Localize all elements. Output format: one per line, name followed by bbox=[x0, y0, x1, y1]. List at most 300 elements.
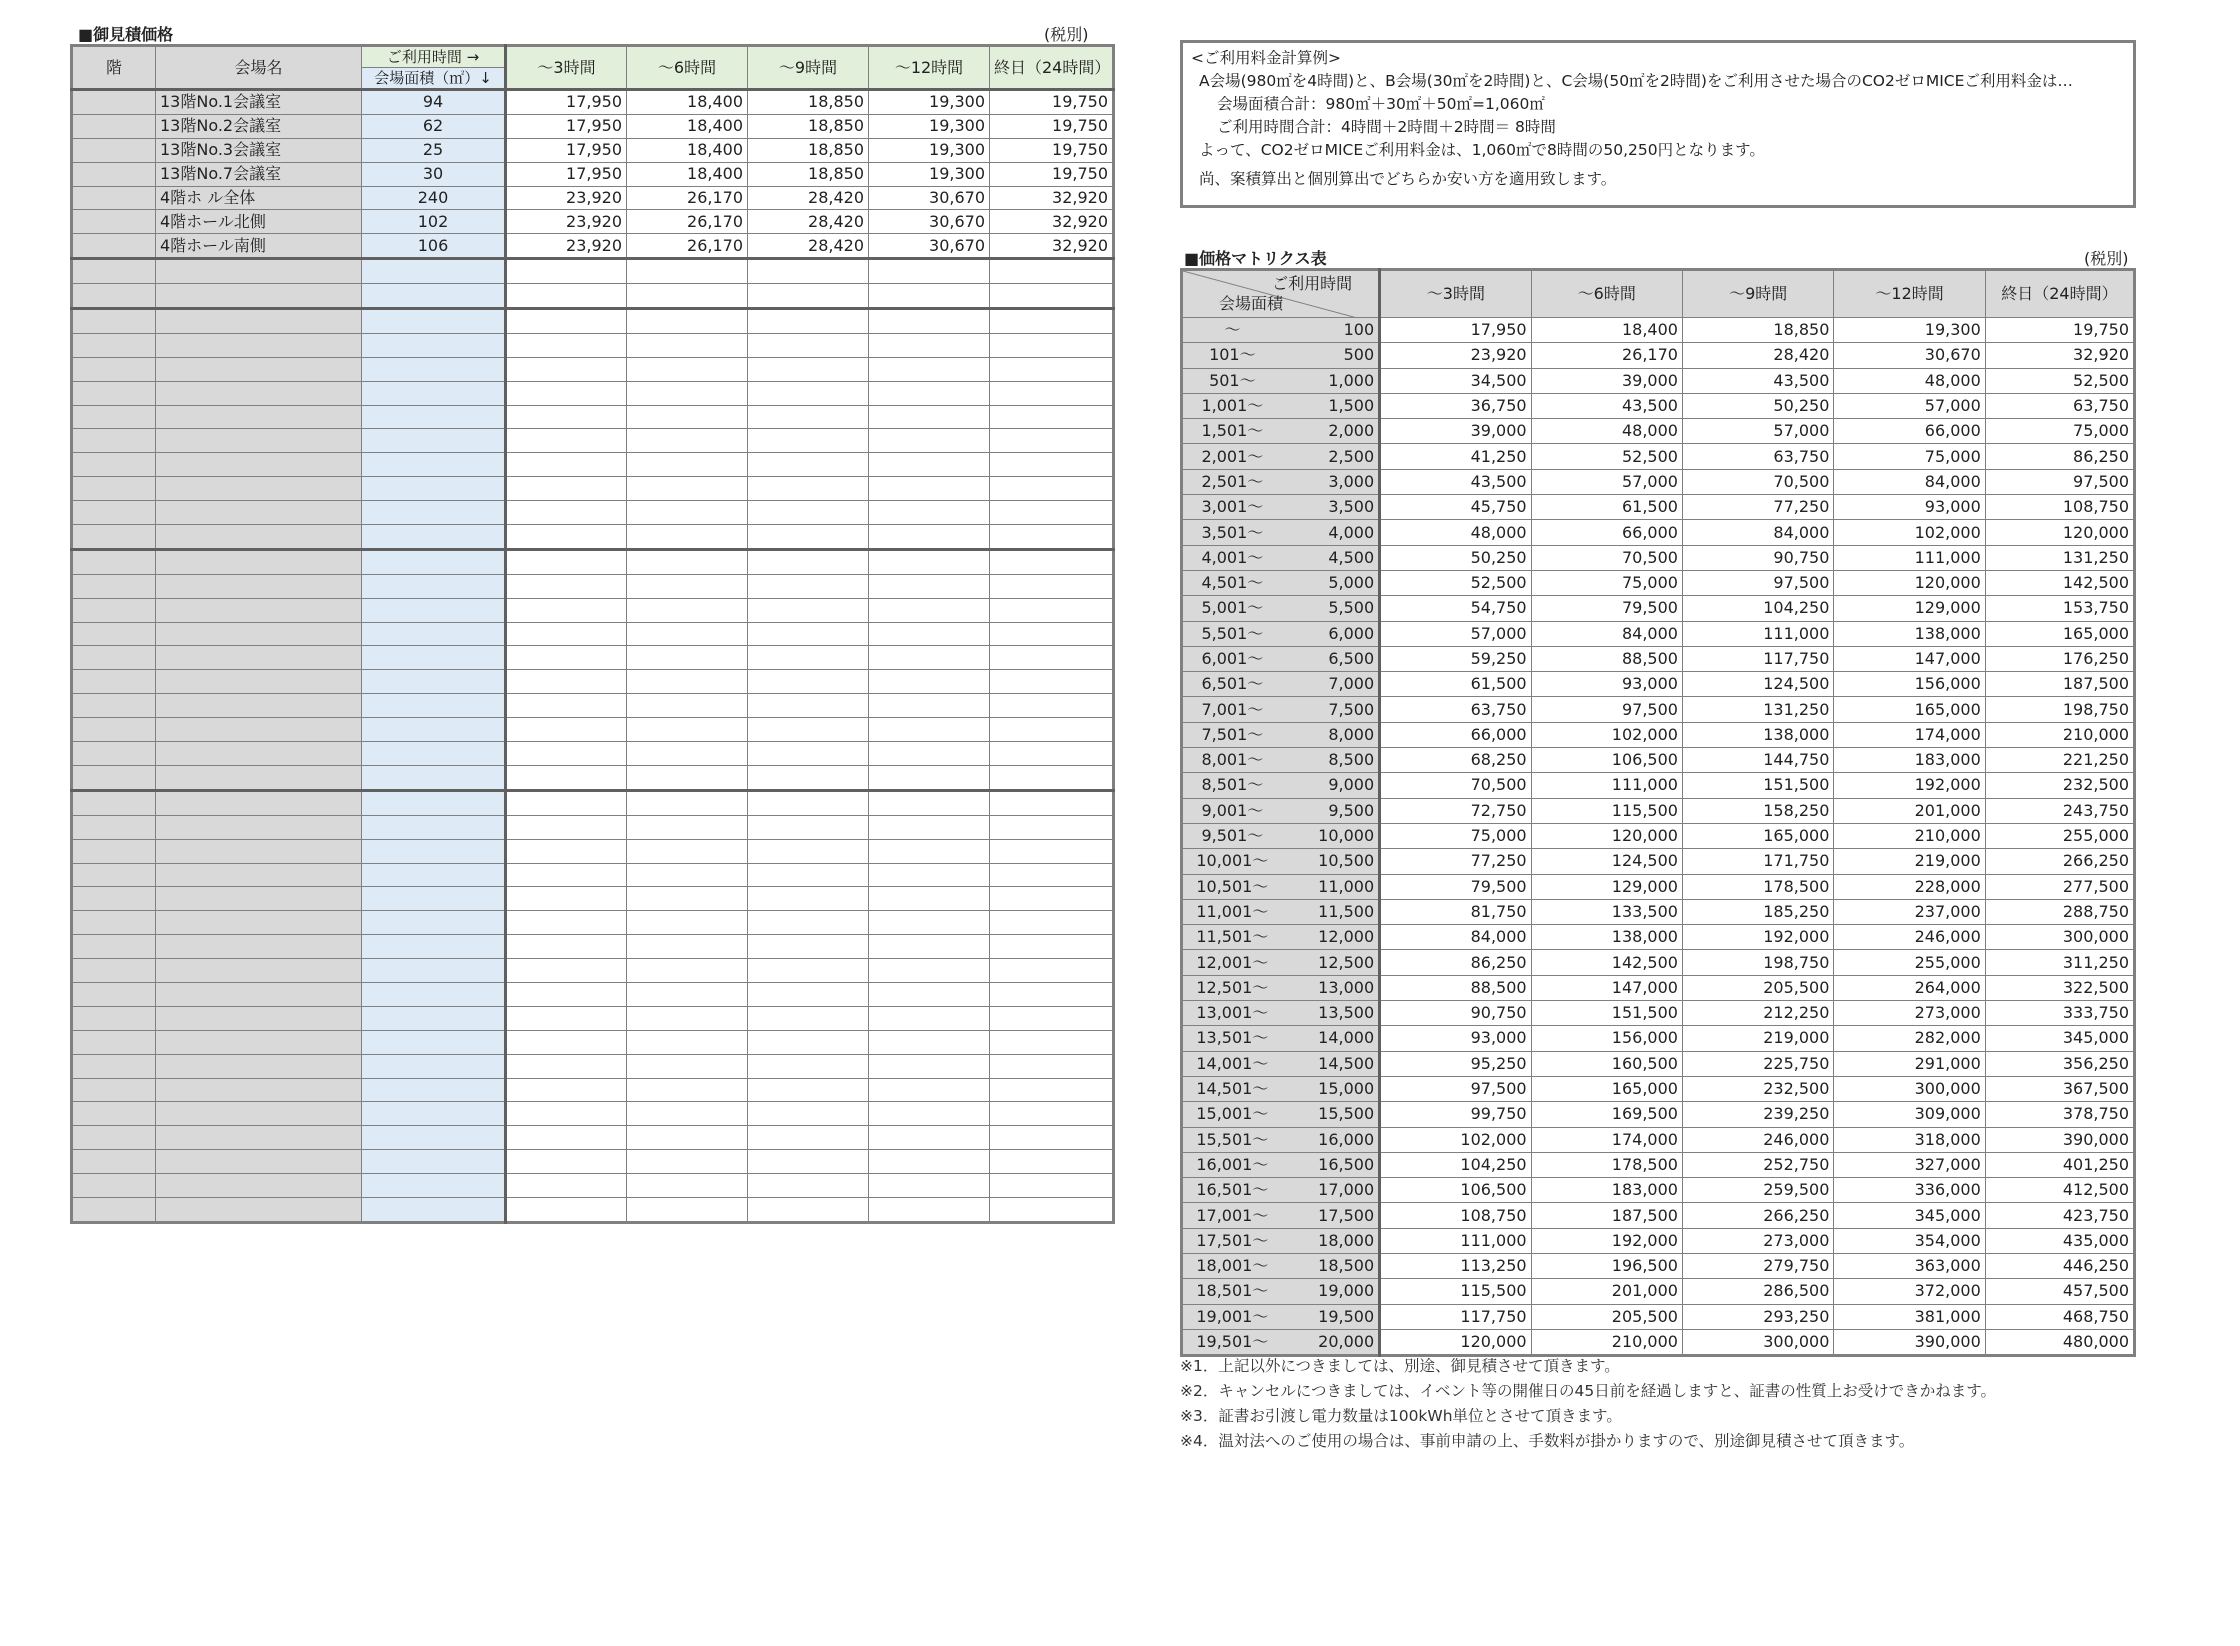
price-3h-cell bbox=[506, 1078, 627, 1102]
price-allday-cell bbox=[990, 574, 1114, 598]
matrix-price-cell: 363,000 bbox=[1834, 1253, 1985, 1278]
price-allday-cell bbox=[990, 1174, 1114, 1198]
price-6h-cell: 18,400 bbox=[627, 90, 748, 115]
price-3h-cell bbox=[506, 982, 627, 1006]
price-allday-cell bbox=[990, 357, 1114, 381]
area-from-cell: 18,001～ bbox=[1182, 1253, 1282, 1278]
price-12h-cell bbox=[869, 959, 990, 983]
quote-row bbox=[72, 765, 1114, 790]
matrix-price-cell: 378,750 bbox=[1985, 1102, 2134, 1127]
venue-area-cell bbox=[362, 1197, 506, 1222]
area-to-cell: 10,000 bbox=[1282, 823, 1380, 848]
venue-area-cell bbox=[362, 429, 506, 453]
matrix-price-cell: 246,000 bbox=[1834, 925, 1985, 950]
area-to-cell: 13,000 bbox=[1282, 975, 1380, 1000]
quote-row bbox=[72, 284, 1114, 309]
matrix-price-cell: 138,000 bbox=[1531, 925, 1682, 950]
price-6h-cell bbox=[627, 1078, 748, 1102]
area-to-cell: 8,000 bbox=[1282, 722, 1380, 747]
matrix-price-cell: 66,000 bbox=[1531, 520, 1682, 545]
price-9h-cell: 18,850 bbox=[748, 114, 869, 138]
floor-cell bbox=[72, 1126, 156, 1150]
area-from-cell: 6,001～ bbox=[1182, 646, 1282, 671]
matrix-price-cell: 165,000 bbox=[1985, 621, 2134, 646]
matrix-price-cell: 300,000 bbox=[1985, 925, 2134, 950]
header-venue-area: 会場面積（㎡）↓ bbox=[362, 68, 506, 90]
price-6h-cell bbox=[627, 1102, 748, 1126]
matrix-row bbox=[1182, 621, 2135, 646]
matrix-price-cell: 115,500 bbox=[1531, 798, 1682, 823]
matrix-price-cell: 232,500 bbox=[1985, 773, 2134, 798]
venue-name-cell bbox=[156, 598, 362, 622]
matrix-price-cell: 32,920 bbox=[1985, 343, 2134, 368]
area-to-cell: 10,500 bbox=[1282, 849, 1380, 874]
price-6h-cell bbox=[627, 429, 748, 453]
area-from-cell: 7,501～ bbox=[1182, 722, 1282, 747]
quote-title: ■御見積価格 bbox=[78, 25, 174, 44]
area-to-cell: 9,500 bbox=[1282, 798, 1380, 823]
matrix-price-cell: 142,500 bbox=[1531, 950, 1682, 975]
price-12h-cell bbox=[869, 765, 990, 790]
price-3h-cell: 17,950 bbox=[506, 114, 627, 138]
venue-area-cell bbox=[362, 646, 506, 670]
venue-name-cell: 13階No.3会議室 bbox=[156, 138, 362, 162]
matrix-row bbox=[1182, 318, 2135, 343]
floor-cell bbox=[72, 234, 156, 259]
price-12h-cell: 19,300 bbox=[869, 162, 990, 186]
area-from-cell: 14,501～ bbox=[1182, 1076, 1282, 1101]
matrix-price-cell: 19,300 bbox=[1834, 318, 1985, 343]
price-allday-cell bbox=[990, 284, 1114, 309]
matrix-price-cell: 97,500 bbox=[1682, 570, 1833, 595]
floor-cell bbox=[72, 525, 156, 550]
matrix-row bbox=[1182, 798, 2135, 823]
venue-area-cell bbox=[362, 982, 506, 1006]
venue-area-cell bbox=[362, 694, 506, 718]
price-9h-cell bbox=[748, 1126, 869, 1150]
price-allday-cell bbox=[990, 429, 1114, 453]
price-9h-cell bbox=[748, 694, 869, 718]
venue-area-cell bbox=[362, 333, 506, 357]
matrix-row bbox=[1182, 899, 2135, 924]
matrix-price-cell: 288,750 bbox=[1985, 899, 2134, 924]
price-12h-cell bbox=[869, 1126, 990, 1150]
price-3h-cell bbox=[506, 694, 627, 718]
matrix-price-cell: 70,500 bbox=[1682, 469, 1833, 494]
matrix-price-cell: 300,000 bbox=[1834, 1076, 1985, 1101]
price-allday-cell bbox=[990, 982, 1114, 1006]
price-12h-cell bbox=[869, 1030, 990, 1054]
price-9h-cell bbox=[748, 357, 869, 381]
price-6h-cell: 26,170 bbox=[627, 186, 748, 210]
venue-area-cell: 106 bbox=[362, 234, 506, 259]
matrix-price-cell: 219,000 bbox=[1834, 849, 1985, 874]
price-6h-cell bbox=[627, 574, 748, 598]
price-3h-cell: 23,920 bbox=[506, 210, 627, 234]
matrix-price-cell: 178,500 bbox=[1682, 874, 1833, 899]
floor-cell bbox=[72, 959, 156, 983]
area-from-cell: 8,501～ bbox=[1182, 773, 1282, 798]
matrix-price-cell: 390,000 bbox=[1834, 1329, 1985, 1355]
floor-cell bbox=[72, 1197, 156, 1222]
matrix-price-cell: 84,000 bbox=[1834, 469, 1985, 494]
matrix-row bbox=[1182, 469, 2135, 494]
quote-row bbox=[72, 1126, 1114, 1150]
matrix-price-cell: 480,000 bbox=[1985, 1329, 2134, 1355]
matrix-price-cell: 300,000 bbox=[1682, 1329, 1833, 1355]
matrix-price-cell: 259,500 bbox=[1682, 1178, 1833, 1203]
area-from-cell: 16,001～ bbox=[1182, 1152, 1282, 1177]
quote-row bbox=[72, 259, 1114, 284]
area-from-cell: 18,501～ bbox=[1182, 1279, 1282, 1304]
quote-row bbox=[72, 887, 1114, 911]
area-from-cell: 2,001～ bbox=[1182, 444, 1282, 469]
price-allday-cell bbox=[990, 959, 1114, 983]
matrix-price-cell: 356,250 bbox=[1985, 1051, 2134, 1076]
matrix-price-cell: 381,000 bbox=[1834, 1304, 1985, 1329]
price-9h-cell bbox=[748, 1006, 869, 1030]
price-allday-cell bbox=[990, 1102, 1114, 1126]
quote-row bbox=[72, 742, 1114, 766]
venue-name-cell bbox=[156, 790, 362, 815]
floor-cell bbox=[72, 357, 156, 381]
venue-name-cell bbox=[156, 982, 362, 1006]
matrix-price-cell: 333,750 bbox=[1985, 1001, 2134, 1026]
quote-row bbox=[72, 138, 1114, 162]
matrix-row bbox=[1182, 1279, 2135, 1304]
area-from-cell: 1,501～ bbox=[1182, 419, 1282, 444]
price-3h-cell bbox=[506, 1197, 627, 1222]
price-allday-cell bbox=[990, 839, 1114, 863]
floor-cell bbox=[72, 863, 156, 887]
matrix-price-cell: 192,000 bbox=[1834, 773, 1985, 798]
price-12h-cell: 30,670 bbox=[869, 186, 990, 210]
matrix-price-cell: 93,000 bbox=[1531, 672, 1682, 697]
matrix-price-cell: 63,750 bbox=[1380, 697, 1531, 722]
price-12h-cell bbox=[869, 598, 990, 622]
price-12h-cell bbox=[869, 742, 990, 766]
matrix-row bbox=[1182, 444, 2135, 469]
matrix-price-cell: 120,000 bbox=[1380, 1329, 1531, 1355]
quote-row bbox=[72, 622, 1114, 646]
example-line: ご利用時間合計：4時間＋2時間＋2時間＝ 8時間 bbox=[1217, 118, 1556, 136]
quote-row bbox=[72, 670, 1114, 694]
price-9h-cell bbox=[748, 1054, 869, 1078]
venue-name-cell: 13階No.1会議室 bbox=[156, 90, 362, 115]
quote-row bbox=[72, 162, 1114, 186]
quote-row bbox=[72, 429, 1114, 453]
matrix-row bbox=[1182, 1152, 2135, 1177]
matrix-row bbox=[1182, 419, 2135, 444]
quote-row bbox=[72, 1197, 1114, 1222]
matrix-row bbox=[1182, 1001, 2135, 1026]
price-12h-cell bbox=[869, 477, 990, 501]
venue-name-cell bbox=[156, 670, 362, 694]
price-6h-cell bbox=[627, 1174, 748, 1198]
matrix-price-cell: 210,000 bbox=[1985, 722, 2134, 747]
matrix-price-cell: 225,750 bbox=[1682, 1051, 1833, 1076]
area-from-cell: 101～ bbox=[1182, 343, 1282, 368]
price-12h-cell bbox=[869, 935, 990, 959]
matrix-price-cell: 219,000 bbox=[1682, 1026, 1833, 1051]
price-9h-cell: 28,420 bbox=[748, 186, 869, 210]
area-to-cell: 18,000 bbox=[1282, 1228, 1380, 1253]
matrix-row bbox=[1182, 393, 2135, 418]
price-12h-cell: 19,300 bbox=[869, 90, 990, 115]
venue-name-cell bbox=[156, 357, 362, 381]
matrix-price-cell: 52,500 bbox=[1531, 444, 1682, 469]
price-9h-cell bbox=[748, 333, 869, 357]
matrix-price-cell: 75,000 bbox=[1531, 570, 1682, 595]
price-12h-cell bbox=[869, 381, 990, 405]
floor-cell bbox=[72, 670, 156, 694]
area-to-cell: 16,000 bbox=[1282, 1127, 1380, 1152]
venue-area-cell bbox=[362, 887, 506, 911]
price-9h-cell bbox=[748, 765, 869, 790]
matrix-price-cell: 84,000 bbox=[1531, 621, 1682, 646]
price-9h-cell bbox=[748, 525, 869, 550]
header-6h: ～6時間 bbox=[627, 46, 748, 90]
matrix-price-cell: 84,000 bbox=[1380, 925, 1531, 950]
matrix-price-cell: 86,250 bbox=[1380, 950, 1531, 975]
matrix-price-cell: 79,500 bbox=[1380, 874, 1531, 899]
matrix-price-cell: 345,000 bbox=[1834, 1203, 1985, 1228]
area-to-cell: 4,000 bbox=[1282, 520, 1380, 545]
matrix-price-cell: 48,000 bbox=[1380, 520, 1531, 545]
matrix-price-cell: 88,500 bbox=[1531, 646, 1682, 671]
venue-name-cell bbox=[156, 284, 362, 309]
venue-name-cell: 4階ホ ル全体 bbox=[156, 186, 362, 210]
price-3h-cell: 23,920 bbox=[506, 234, 627, 259]
price-12h-cell bbox=[869, 259, 990, 284]
price-allday-cell bbox=[990, 694, 1114, 718]
area-from-cell: 17,001～ bbox=[1182, 1203, 1282, 1228]
venue-area-cell bbox=[362, 863, 506, 887]
matrix-price-cell: 183,000 bbox=[1531, 1178, 1682, 1203]
price-12h-cell bbox=[869, 574, 990, 598]
matrix-price-cell: 255,000 bbox=[1834, 950, 1985, 975]
quote-row bbox=[72, 694, 1114, 718]
price-3h-cell: 17,950 bbox=[506, 162, 627, 186]
price-3h-cell bbox=[506, 501, 627, 525]
matrix-price-cell: 66,000 bbox=[1834, 419, 1985, 444]
matrix-header-12h: ～12時間 bbox=[1834, 270, 1985, 318]
price-6h-cell bbox=[627, 1030, 748, 1054]
matrix-price-cell: 88,500 bbox=[1380, 975, 1531, 1000]
area-from-cell: 3,501～ bbox=[1182, 520, 1282, 545]
footnote: ※1．上記以外につきましては、別途、御見積させて頂きます。 bbox=[1180, 1357, 1620, 1375]
corner-venue-area: 会場面積 bbox=[1219, 294, 1284, 313]
matrix-price-cell: 372,000 bbox=[1834, 1279, 1985, 1304]
price-12h-cell bbox=[869, 405, 990, 429]
matrix-price-cell: 129,000 bbox=[1834, 596, 1985, 621]
price-allday-cell bbox=[990, 887, 1114, 911]
matrix-row bbox=[1182, 1253, 2135, 1278]
matrix-price-cell: 165,000 bbox=[1682, 823, 1833, 848]
matrix-price-cell: 266,250 bbox=[1985, 849, 2134, 874]
area-from-cell: 13,501～ bbox=[1182, 1026, 1282, 1051]
matrix-price-cell: 23,920 bbox=[1380, 343, 1531, 368]
venue-area-cell bbox=[362, 815, 506, 839]
floor-cell bbox=[72, 501, 156, 525]
price-allday-cell bbox=[990, 1150, 1114, 1174]
price-6h-cell: 18,400 bbox=[627, 114, 748, 138]
venue-area-cell bbox=[362, 259, 506, 284]
price-6h-cell bbox=[627, 525, 748, 550]
area-to-cell: 19,000 bbox=[1282, 1279, 1380, 1304]
quote-row bbox=[72, 333, 1114, 357]
price-9h-cell bbox=[748, 309, 869, 334]
venue-area-cell bbox=[362, 501, 506, 525]
price-12h-cell bbox=[869, 549, 990, 574]
price-3h-cell bbox=[506, 598, 627, 622]
price-6h-cell bbox=[627, 815, 748, 839]
quote-row bbox=[72, 1102, 1114, 1126]
venue-area-cell bbox=[362, 622, 506, 646]
price-3h-cell bbox=[506, 259, 627, 284]
price-allday-cell: 32,920 bbox=[990, 234, 1114, 259]
price-6h-cell bbox=[627, 333, 748, 357]
price-allday-cell bbox=[990, 935, 1114, 959]
venue-area-cell: 25 bbox=[362, 138, 506, 162]
quote-row bbox=[72, 381, 1114, 405]
venue-area-cell bbox=[362, 549, 506, 574]
price-12h-cell bbox=[869, 1102, 990, 1126]
price-6h-cell bbox=[627, 1054, 748, 1078]
area-to-cell: 1,500 bbox=[1282, 393, 1380, 418]
matrix-price-cell: 63,750 bbox=[1682, 444, 1833, 469]
price-allday-cell bbox=[990, 911, 1114, 935]
price-3h-cell bbox=[506, 815, 627, 839]
matrix-price-cell: 183,000 bbox=[1834, 748, 1985, 773]
price-12h-cell bbox=[869, 863, 990, 887]
area-to-cell: 9,000 bbox=[1282, 773, 1380, 798]
area-from-cell: ～ bbox=[1182, 318, 1282, 343]
area-to-cell: 500 bbox=[1282, 343, 1380, 368]
matrix-price-cell: 97,500 bbox=[1380, 1076, 1531, 1101]
matrix-header-3h: ～3時間 bbox=[1380, 270, 1531, 318]
quote-row bbox=[72, 210, 1114, 234]
price-6h-cell bbox=[627, 694, 748, 718]
floor-cell bbox=[72, 839, 156, 863]
price-allday-cell bbox=[990, 477, 1114, 501]
matrix-price-cell: 147,000 bbox=[1531, 975, 1682, 1000]
area-to-cell: 15,500 bbox=[1282, 1102, 1380, 1127]
price-12h-cell bbox=[869, 1006, 990, 1030]
venue-area-cell: 102 bbox=[362, 210, 506, 234]
venue-name-cell bbox=[156, 863, 362, 887]
price-6h-cell bbox=[627, 284, 748, 309]
price-9h-cell bbox=[748, 646, 869, 670]
venue-name-cell bbox=[156, 959, 362, 983]
venue-name-cell bbox=[156, 525, 362, 550]
venue-name-cell bbox=[156, 1174, 362, 1198]
matrix-price-cell: 205,500 bbox=[1531, 1304, 1682, 1329]
matrix-price-cell: 156,000 bbox=[1834, 672, 1985, 697]
floor-cell bbox=[72, 549, 156, 574]
matrix-price-cell: 102,000 bbox=[1531, 722, 1682, 747]
venue-name-cell bbox=[156, 381, 362, 405]
quote-row bbox=[72, 90, 1114, 115]
venue-name-cell bbox=[156, 1150, 362, 1174]
matrix-price-cell: 34,500 bbox=[1380, 368, 1531, 393]
price-12h-cell bbox=[869, 790, 990, 815]
price-3h-cell bbox=[506, 405, 627, 429]
price-3h-cell bbox=[506, 863, 627, 887]
matrix-price-cell: 176,250 bbox=[1985, 646, 2134, 671]
price-6h-cell bbox=[627, 982, 748, 1006]
area-to-cell: 5,000 bbox=[1282, 570, 1380, 595]
price-allday-cell bbox=[990, 1126, 1114, 1150]
area-to-cell: 15,000 bbox=[1282, 1076, 1380, 1101]
venue-name-cell bbox=[156, 911, 362, 935]
matrix-price-cell: 277,500 bbox=[1985, 874, 2134, 899]
price-allday-cell bbox=[990, 815, 1114, 839]
price-6h-cell bbox=[627, 887, 748, 911]
matrix-price-cell: 196,500 bbox=[1531, 1253, 1682, 1278]
matrix-row bbox=[1182, 1026, 2135, 1051]
venue-name-cell bbox=[156, 1078, 362, 1102]
footnote: ※4．温対法へのご使用の場合は、事前申請の上、手数料が掛かりますので、別途御見積させて頂きます。 bbox=[1180, 1432, 1915, 1450]
area-to-cell: 13,500 bbox=[1282, 1001, 1380, 1026]
matrix-price-cell: 61,500 bbox=[1531, 495, 1682, 520]
footnotes bbox=[1180, 1354, 1996, 1454]
quote-row bbox=[72, 935, 1114, 959]
area-from-cell: 14,001～ bbox=[1182, 1051, 1282, 1076]
venue-name-cell bbox=[156, 405, 362, 429]
venue-area-cell bbox=[362, 1102, 506, 1126]
venue-name-cell bbox=[156, 333, 362, 357]
floor-cell bbox=[72, 574, 156, 598]
venue-area-cell bbox=[362, 1174, 506, 1198]
price-6h-cell bbox=[627, 959, 748, 983]
matrix-price-cell: 36,750 bbox=[1380, 393, 1531, 418]
price-3h-cell bbox=[506, 670, 627, 694]
price-3h-cell bbox=[506, 1054, 627, 1078]
floor-cell bbox=[72, 622, 156, 646]
matrix-price-cell: 90,750 bbox=[1380, 1001, 1531, 1026]
venue-area-cell: 240 bbox=[362, 186, 506, 210]
quote-row bbox=[72, 574, 1114, 598]
price-12h-cell bbox=[869, 1174, 990, 1198]
quote-row bbox=[72, 114, 1114, 138]
matrix-price-cell: 70,500 bbox=[1531, 545, 1682, 570]
venue-area-cell bbox=[362, 935, 506, 959]
area-to-cell: 11,000 bbox=[1282, 874, 1380, 899]
price-6h-cell bbox=[627, 598, 748, 622]
matrix-price-cell: 232,500 bbox=[1682, 1076, 1833, 1101]
price-3h-cell bbox=[506, 429, 627, 453]
matrix-price-cell: 52,500 bbox=[1985, 368, 2134, 393]
matrix-row bbox=[1182, 975, 2135, 1000]
quote-row bbox=[72, 357, 1114, 381]
area-from-cell: 4,001～ bbox=[1182, 545, 1282, 570]
quote-row bbox=[72, 718, 1114, 742]
matrix-price-cell: 345,000 bbox=[1985, 1026, 2134, 1051]
area-to-cell: 3,500 bbox=[1282, 495, 1380, 520]
floor-cell bbox=[72, 114, 156, 138]
area-to-cell: 18,500 bbox=[1282, 1253, 1380, 1278]
venue-name-cell: 13階No.2会議室 bbox=[156, 114, 362, 138]
quote-row bbox=[72, 815, 1114, 839]
matrix-row bbox=[1182, 596, 2135, 621]
matrix-price-cell: 93,000 bbox=[1834, 495, 1985, 520]
matrix-price-cell: 68,250 bbox=[1380, 748, 1531, 773]
matrix-price-cell: 210,000 bbox=[1531, 1329, 1682, 1355]
area-to-cell: 16,500 bbox=[1282, 1152, 1380, 1177]
matrix-price-cell: 205,500 bbox=[1682, 975, 1833, 1000]
matrix-price-cell: 97,500 bbox=[1531, 697, 1682, 722]
